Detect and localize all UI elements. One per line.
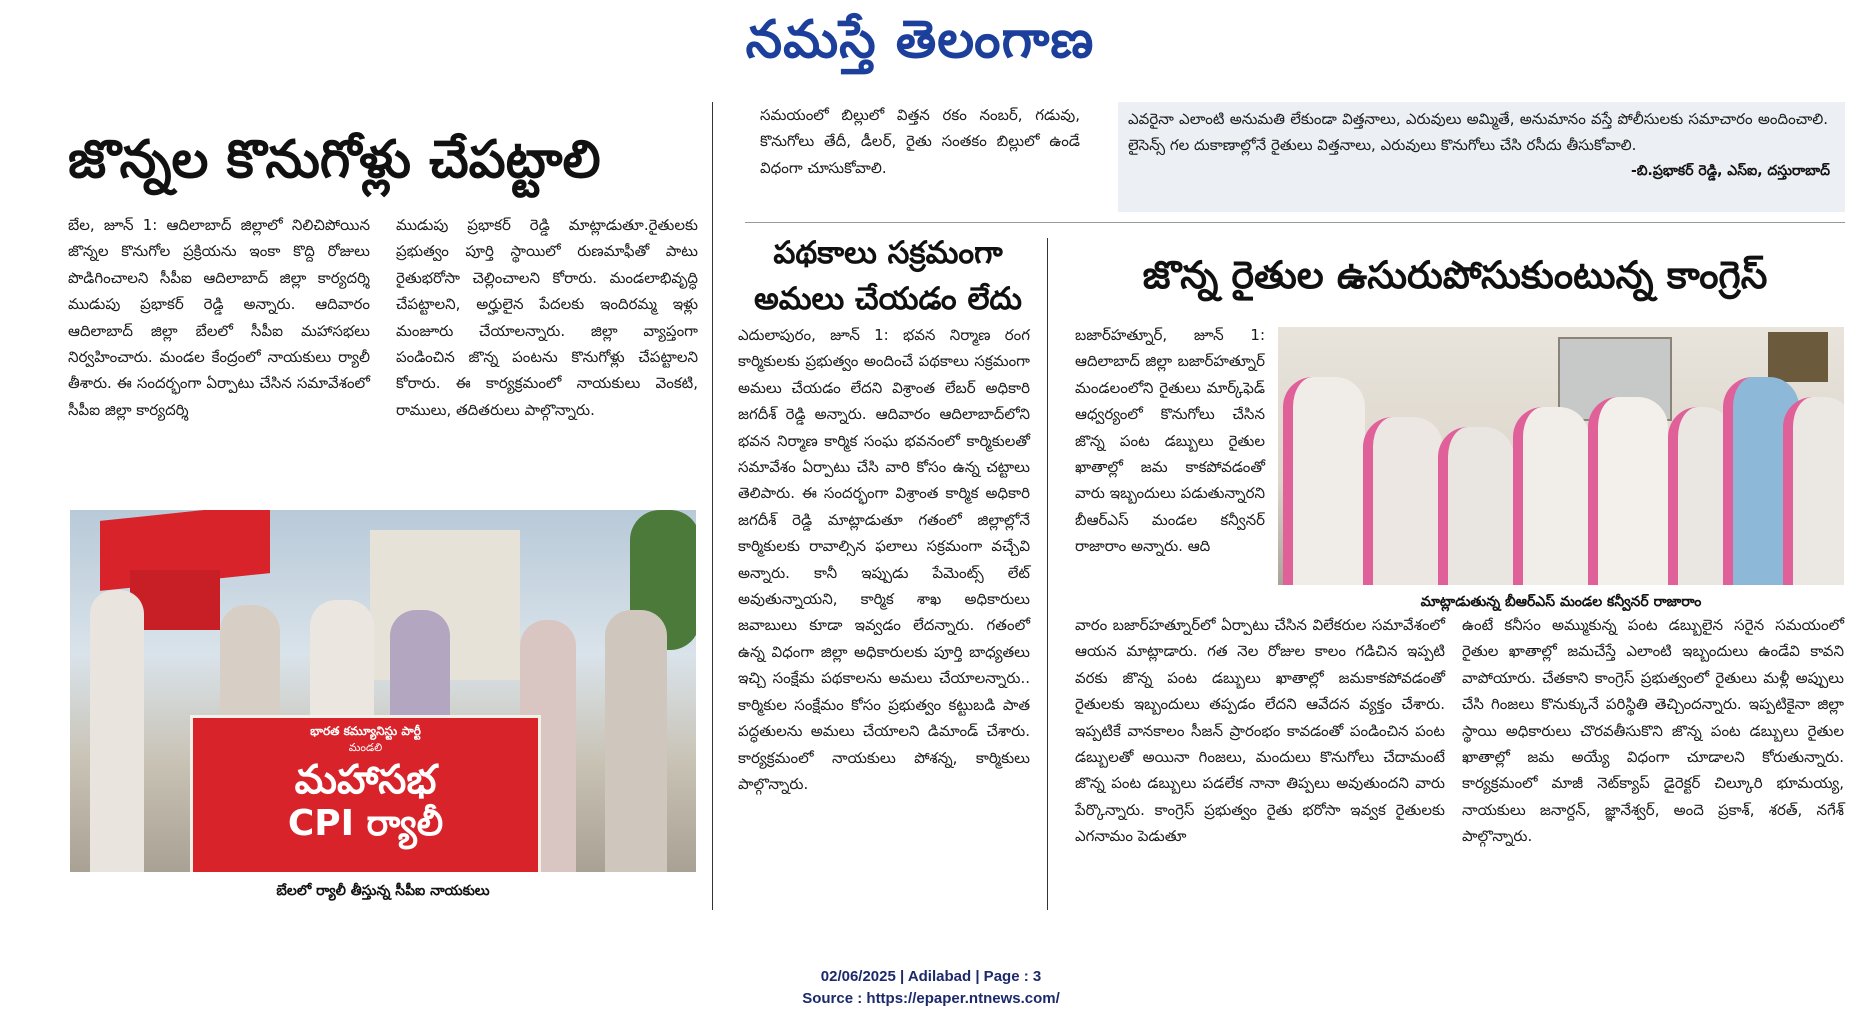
photo-person-6 — [605, 610, 667, 872]
photo-frame — [1768, 332, 1828, 382]
photo-banner-big: మహాసభ — [294, 757, 437, 803]
top-box-byline: -బి.ప్రభాకర్ రెడ్డి, ఎస్ఐ, దస్తురాబాద్ — [1630, 163, 1830, 179]
photo-person-a — [1283, 377, 1365, 585]
photo-banner — [190, 715, 541, 872]
article1-photo-caption: బేలలో ర్యాలీ తీస్తున్న సీపీఐ నాయకులు — [276, 883, 490, 899]
article2-headline-line2: అమలు చేయడం లేదు — [753, 281, 1023, 317]
article2-headline-line1: పథకాలు సక్రమంగా — [773, 235, 1003, 271]
top-box-text: ఎవరైనా ఎలాంటి అనుమతి లేకుండా విత్తనాలు, ఎరువులు అమ్మితే, అనుమానం వస్తే పోలీసులకు సమాచారం అందించాలి. లైసెన్స్ గల దుకాణాల్లోనే రైతులు విత్తనాలు, ఎరువులు కొనుగోలు చేసి రసీదు తీసుకోవాలి. — [1128, 110, 1828, 155]
article2-body: ఎదులాపురం, జూన్ 1: భవన నిర్మాణ రంగ కార్మికులకు ప్రభుత్వం అందించే పథకాలు సక్రమంగా అమలు చేయడం లేదని విశ్రాంత లేబర్ అధికారి జగదీశ్ రెడ్డి అన్నారు. ఆదివారం ఆదిలాబాద్‌లోని భవన నిర్మాణ కార్మిక సంఘ భవనంలో కార్మికులతో సమావేశం ఏర్పాటు చేసి వారి కోసం ఉన్న చట్టాలు తెలిపారు. ఈ సందర్భంగా విశ్రాంత కార్మిక అధికారి జగదీశ్ రెడ్డి మాట్లాడుతూ గతంలో జిల్లాల్లోనే కార్మికులకు రావాల్సిన ఫలాలు సక్రమంగా వచ్చేవి అన్నారు. కానీ ఇప్పుడు పేమెంట్స్ లేట్ అవుతున్నాయని, కార్మిక శాఖ అధికారులు జవాబులు కూడా ఇవ్వడం లేదన్నారు. గతంలో ఉన్న విధంగా జిల్లా అధికారులకు పూర్తి బాధ్యతలు ఇచ్చి సంక్షేమ పథకాలను అమలు చేయాలన్నారు.. కార్మికుల సంక్షేమం కోసం ప్రభుత్వం కట్టుబడి పాత పద్ధతులను అమలు చేయాలని డిమాండ్ చేశారు. కార్యక్రమంలో నాయకులు పోశన్న, కార్మికులు పాల్గొన్నారు. — [738, 326, 1030, 793]
photo-person-b — [1363, 417, 1443, 585]
article2-headline — [738, 230, 1038, 322]
photo-person-1 — [90, 590, 144, 872]
article3-narrow-column: బజార్‌హత్నూర్, జూన్ 1: ఆదిలాబాద్ జిల్లా బజార్‌హత్నూర్ మండలంలోని రైతులు మార్క్‌ఫెడ్ ఆధ్వర్యంలో కొనుగోలు చేసిన జొన్న పంట డబ్బులు రైతుల ఖాతాల్లో జమ కాకపోవడంతో వారు ఇబ్బందులు పడుతున్నారని బీఆర్ఎస్ మండల కన్వీనర్ రాజారాం అన్నారు. ఆది — [1075, 326, 1265, 556]
article1-photo — [70, 510, 696, 872]
top-continuation-text: సమయంలో బిల్లులో విత్తన రకం నంబర్, గడువు, కొనుగోలు తేదీ, డీలర్, రైతు సంతకం బిల్లులో ఉండే విధంగా చూసుకోవాలి. — [760, 106, 1080, 177]
photo-banner-line2: మండలి — [348, 741, 383, 754]
article1-column-1: బేల, జూన్ 1: ఆదిలాబాద్ జిల్లాలో నిలిచిపోయిన జొన్నల కొనుగోల ప్రక్రియను ఇంకా కొద్ది రోజులు పొడిగించాలని సీపీఐ ఆదిలాబాద్ జిల్లా కార్యదర్శి ముడుపు ప్రభాకర్ రెడ్డి అన్నారు. ఆదివారం ఆదిలాబాద్ జిల్లా బేలలో సీపీఐ మహాసభలు నిర్వహించారు. మండల కేంద్రంలో నాయకులు ర్యాలీ తీశారు. ఈ సందర్భంగా ఏర్పాటు చేసిన సమావేశంలో సీపీఐ జిల్లా కార్యదర్శి — [68, 216, 370, 419]
section-rule — [745, 222, 1845, 223]
photo-person-e — [1588, 397, 1668, 585]
masthead-title: నమస్తే తెలంగాణ — [745, 10, 1095, 70]
column-rule-2 — [1047, 238, 1048, 910]
article1-column-2: ముడుపు ప్రభాకర్ రెడ్డి మాట్లాడుతూ.రైతులకు ప్రభుత్వం పూర్తి స్థాయిలో రుణమాఫీతో పాటు రైతుభరోసా చెల్లించాలని కోరారు. మండలాభివృద్ధి చేపట్టాలని, అర్హులైన పేదలకు ఇందిరమ్మ ఇళ్లు మంజూరు చేయాలన్నారు. జిల్లా వ్యాప్తంగా పండించిన జొన్న పంటను కొనుగోళ్లు చేపట్టాలని కోరారు. ఈ కార్యక్రమంలో నాయకులు వెంకటి, రాములు, తదితరులు పాల్గొన్నారు. — [396, 216, 698, 419]
article3-column-left: వారం బజార్‌హత్నూర్‌లో ఏర్పాటు చేసిన విలేకరుల సమావేశంలో ఆయన మాట్లాడారు. గత నెల రోజుల కాలం గడిచిన ఇప్పటి వరకు జొన్న పంట డబ్బులు ఖాతాల్లో జమకాకపోవడంతో రైతులకు ఇబ్బందులు తప్పడం లేదని ఆవేదన వ్యక్తం చేశారు. ఇప్పటికే వానకాలం సీజన్ ప్రారంభం కావడంతో పండించిన పంట డబ్బులతో అయినా గింజలు, మందులు కొనుగోలు చేదామంటే జొన్న పంట డబ్బులు పడలేక నానా తిప్పలు అవుతుందని వారు పేర్కొన్నారు. కాంగ్రెస్ ప్రభుత్వం రైతు భరోసా ఇవ్వక రైతులకు ఎగనామం పెడుతూ — [1075, 616, 1445, 846]
photo-person-c — [1438, 427, 1514, 585]
photo-person-h — [1783, 397, 1844, 585]
photo-person-d — [1513, 407, 1589, 585]
photo-banner-cpi: CPI ర్యాలీ — [287, 803, 444, 844]
photo-banner-line1: భారత కమ్యూనిస్టు పార్టీ — [310, 724, 421, 738]
article3-photo-caption: మాట్లాడుతున్న బీఆర్ఎస్ మండల కన్వీనర్ రాజారాం — [1420, 594, 1702, 610]
article1-headline: జొన్నల కొనుగోళ్లు చేపట్టాలి — [68, 130, 601, 190]
article3-headline: జొన్న రైతుల ఉసురుపోసుకుంటున్న కాంగ్రెస్ — [1142, 253, 1768, 297]
footer-date-edition: 02/06/2025 | Adilabad | Page : 3 — [820, 968, 1042, 985]
footer-source: Source : https://epaper.ntnews.com/ — [802, 990, 1060, 1007]
article3-photo — [1278, 327, 1844, 585]
article3-column-right: ఉంటే కనీసం అమ్ముకున్న పంట డబ్బులైన సరైన సమయంలో రైతుల ఖాతాల్లో జమచేస్తే ఎలాంటి ఇబ్బందులు ఉండేవి కావని వాపోయారు. చేతకాని కాంగ్రెస్ ప్రభుత్వంలో రైతులు మళ్లీ అప్పులు చేసి గింజలు కొనుక్కునే పరిస్థితి తెచ్చిందన్నారు. ఇప్పటికైనా జిల్లా స్థాయి అధికారులు చొరవతీసుకొని జొన్న పంట డబ్బులు రైతుల ఖాతాల్లో జమ అయ్యే విధంగా చూడాలని కోరుతున్నారు. కార్యక్రమంలో మాజీ నెట్‌క్యాప్ డైరెక్టర్ చిల్కూరి భూమయ్య, నాయకులు జనార్దన్, జ్ఞానేశ్వర్, అందె ప్రకాశ్, శరత్, నగేశ్ పాల్గొన్నారు. — [1462, 616, 1844, 846]
column-rule-1 — [712, 102, 713, 910]
